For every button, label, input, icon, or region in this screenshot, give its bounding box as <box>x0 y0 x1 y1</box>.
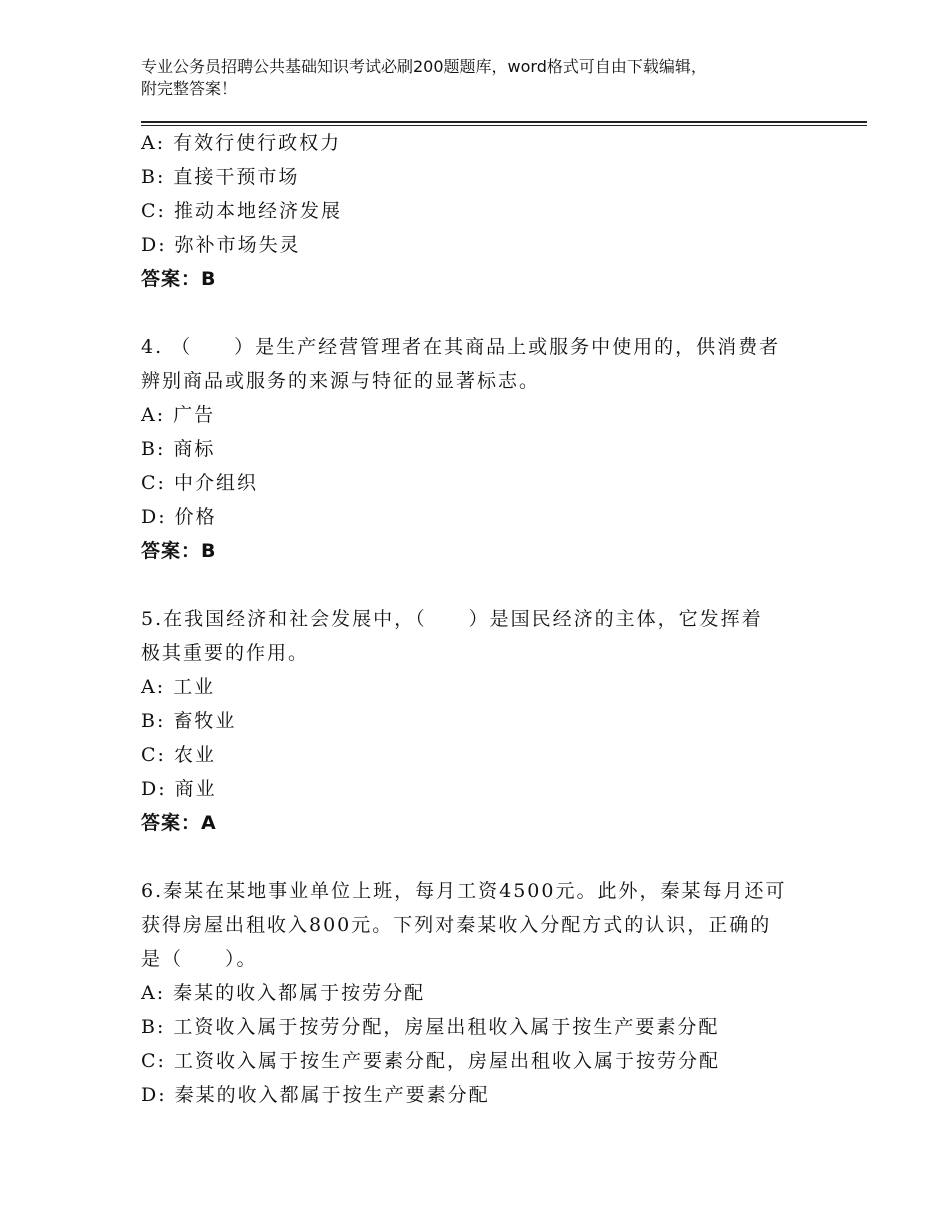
option-b: B: 畜牧业 <box>141 710 237 732</box>
question-stem-line-1: 6.秦某在某地事业单位上班，每月工资4500元。此外，秦某每月还可 <box>141 880 787 902</box>
option-a: A: 秦某的收入都属于按劳分配 <box>141 982 426 1004</box>
option-b: B: 商标 <box>141 438 216 460</box>
option-c: C: 工资收入属于按生产要素分配，房屋出租收入属于按劳分配 <box>141 1050 720 1072</box>
option-c: C: 中介组织 <box>141 472 258 494</box>
option-d: D: 商业 <box>141 778 217 800</box>
option-a: A: 广告 <box>141 404 216 426</box>
question-stem-line-2: 极其重要的作用。 <box>141 642 310 664</box>
header-title-line-1: 专业公务员招聘公共基础知识考试必刷200题题库，word格式可自由下载编辑， <box>141 57 707 76</box>
question-stem-line-2: 辨别商品或服务的来源与特征的显著标志。 <box>141 370 541 392</box>
option-b: B: 工资收入属于按劳分配，房屋出租收入属于按生产要素分配 <box>141 1016 720 1038</box>
spacer <box>141 296 811 330</box>
header-title-line-2: 附完整答案！ <box>141 79 238 98</box>
option-b: B: 直接干预市场 <box>141 166 300 188</box>
answer-label: 答案：A <box>141 812 217 834</box>
question-6 <box>141 874 811 1112</box>
spacer <box>141 568 811 602</box>
option-a: A: 有效行使行政权力 <box>141 132 342 154</box>
question-stem-line-1: 5.在我国经济和社会发展中，（ ）是国民经济的主体，它发挥着 <box>141 608 763 630</box>
option-c: C: 推动本地经济发展 <box>141 200 342 222</box>
question-stem-line-1: 4. （ ）是生产经营管理者在其商品上或服务中使用的，供消费者 <box>141 336 781 358</box>
question-5 <box>141 602 811 840</box>
header-divider-thick <box>141 121 867 123</box>
page-header <box>141 56 841 100</box>
question-4 <box>141 330 811 568</box>
question-list <box>141 126 811 1112</box>
spacer <box>141 840 811 874</box>
option-d: D: 价格 <box>141 506 217 528</box>
question-stem-line-2: 获得房屋出租收入800元。下列对秦某收入分配方式的认识，正确的 <box>141 914 772 936</box>
question-stem-line-3: 是（ ）。 <box>141 948 258 970</box>
answer-label: 答案：B <box>141 540 217 562</box>
option-a: A: 工业 <box>141 676 216 698</box>
option-d: D: 秦某的收入都属于按生产要素分配 <box>141 1084 490 1106</box>
question-3 <box>141 126 811 296</box>
option-c: C: 农业 <box>141 744 216 766</box>
option-d: D: 弥补市场失灵 <box>141 234 301 256</box>
answer-label: 答案：B <box>141 268 217 290</box>
